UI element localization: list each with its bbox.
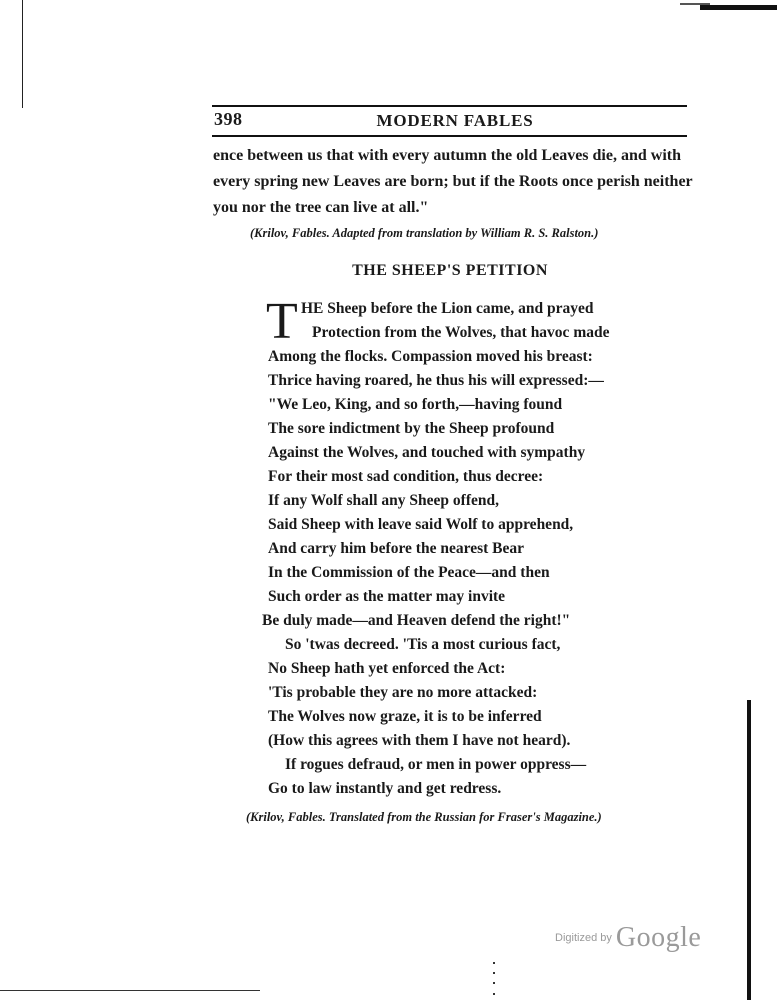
scan-bar-top-right xyxy=(700,5,777,10)
continuation-paragraph xyxy=(213,143,691,221)
scan-dot xyxy=(493,993,495,995)
scan-edge-bottom xyxy=(0,990,260,991)
running-title: MODERN FABLES xyxy=(376,111,534,130)
poem-line: The sore indictment by the Sheep profound xyxy=(268,420,555,437)
poem-line: No Sheep hath yet enforced the Act: xyxy=(268,660,506,677)
watermark-prefix: Digitized by xyxy=(555,932,612,944)
poem-line: In the Commission of the Peace—and then xyxy=(268,564,550,581)
poem-line: The Wolves now graze, it is to be inferred xyxy=(268,708,542,725)
poem-line: For their most sad condition, thus decree: xyxy=(268,468,544,485)
prose-line: every spring new Leaves are born; but if the Roots once perish neither xyxy=(213,173,693,190)
poem-line: And carry him before the nearest Bear xyxy=(268,540,524,557)
scan-edge-left xyxy=(22,0,23,108)
poem-line: HE Sheep before the Lion came, and prayed xyxy=(301,300,594,317)
header-rule-top xyxy=(212,105,687,107)
poem-line: Said Sheep with leave said Wolf to apprehend, xyxy=(268,516,574,533)
fable-title: THE SHEEP'S PETITION xyxy=(352,262,548,279)
citation-krilov-frasers: (Krilov, Fables. Translated from the Russian for Fraser's Magazine.) xyxy=(246,810,602,824)
poem-line: Among the flocks. Compassion moved his breast: xyxy=(268,348,593,365)
citation-krilov-ralston: (Krilov, Fables. Adapted from translation by William R. S. Ralston.) xyxy=(250,226,599,240)
poem-line: Such order as the matter may invite xyxy=(268,588,506,605)
poem-line: Go to law instantly and get redress. xyxy=(268,780,502,797)
poem-line: Against the Wolves, and touched with sympathy xyxy=(268,444,586,461)
poem-line: So 'twas decreed. 'Tis a most curious fact, xyxy=(285,636,561,653)
google-logo: Google xyxy=(615,922,702,953)
scan-edge-right xyxy=(747,700,751,1000)
scan-dot xyxy=(493,982,495,984)
poem-line: 'Tis probable they are no more attacked: xyxy=(268,684,538,701)
scan-dot xyxy=(493,962,495,964)
drop-cap: T xyxy=(266,293,298,350)
poem-line: Be duly made—and Heaven defend the right!" xyxy=(262,612,571,629)
poem-line: If rogues defraud, or men in power oppress— xyxy=(285,756,587,773)
prose-line: you nor the tree can live at all." xyxy=(213,199,429,216)
google-watermark xyxy=(555,922,701,954)
poem-line: (How this agrees with them I have not heard). xyxy=(268,732,571,749)
poem-line: If any Wolf shall any Sheep offend, xyxy=(268,492,499,509)
prose-line: ence between us that with every autumn the old Leaves die, and with xyxy=(213,147,681,164)
poem-line: Thrice having roared, he thus his will expressed:— xyxy=(268,372,604,389)
page-number: 398 xyxy=(214,109,243,129)
scan-dot xyxy=(493,972,495,974)
header-rule-bottom xyxy=(212,135,687,137)
poem-line: Protection from the Wolves, that havoc made xyxy=(312,324,610,341)
poem-line: "We Leo, King, and so forth,—having found xyxy=(268,396,563,413)
